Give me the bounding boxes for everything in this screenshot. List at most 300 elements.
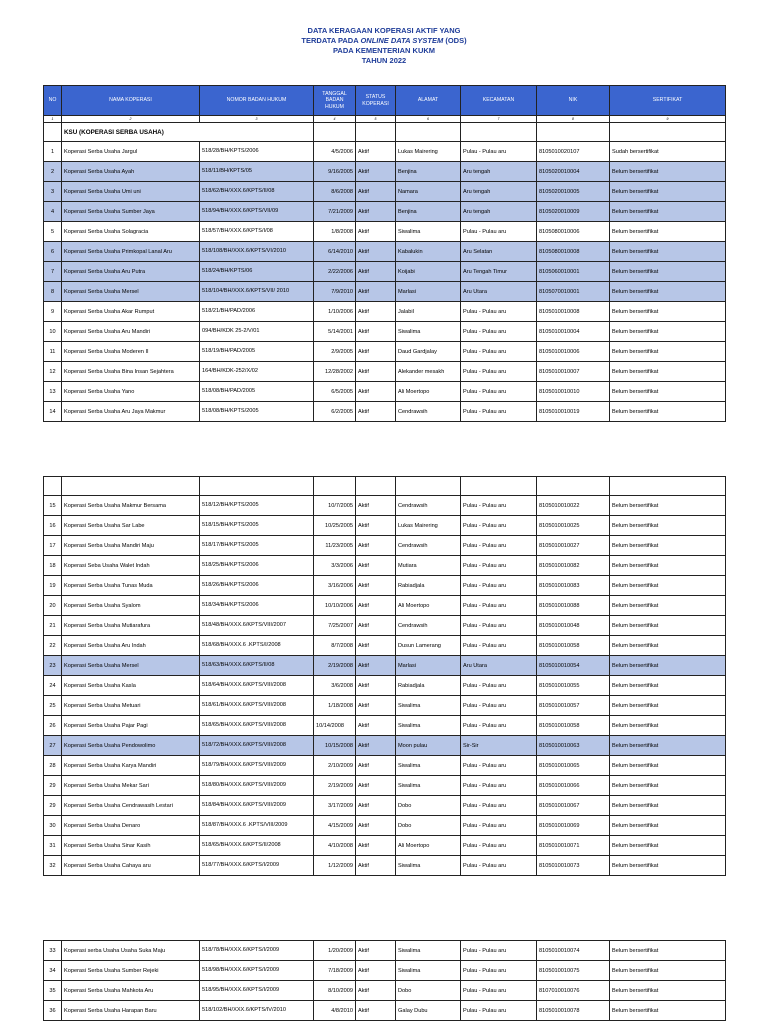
cell-no: 27 — [44, 736, 62, 756]
cell-no: 19 — [44, 576, 62, 596]
table-row — [44, 796, 726, 816]
cell-nik: 8105010010058 — [537, 636, 610, 656]
cell-nik: 8105010010010 — [537, 382, 610, 402]
cell-nomor-badan-hukum: 518/94/BH/XXX.6/KPTS/VII/09 — [200, 202, 314, 222]
cell-nomor-badan-hukum: 518/11/BH/KPTS/05 — [200, 162, 314, 182]
cell-no: 31 — [44, 836, 62, 856]
cell-nik: 8105010010057 — [537, 696, 610, 716]
cell-kecamatan: Pulau - Pulau aru — [461, 981, 537, 1001]
cell-nik: 8105010010004 — [537, 322, 610, 342]
cell-tanggal-badan-hukum: 9/16/2005 — [314, 162, 356, 182]
cell-status-koperasi: Aktif — [356, 322, 396, 342]
cell-nama-koperasi: Koperasi Serba Usaha Mersel — [62, 656, 200, 676]
cell-no: 11 — [44, 342, 62, 362]
table-row — [44, 516, 726, 536]
cell-status-koperasi: Aktif — [356, 496, 396, 516]
cell-nomor-badan-hukum: 518/64/BH/XXX.6/KPTS/VIII/2008 — [200, 676, 314, 696]
cell-tanggal-badan-hukum: 1/18/2008 — [314, 696, 356, 716]
cell-nomor-badan-hukum: 518/78/BH/XXX.6/KPTS/I/2009 — [200, 941, 314, 961]
cell-tanggal-badan-hukum: 2/22/2006 — [314, 262, 356, 282]
cell-nomor-badan-hukum: 518/26/BH/KPTS/2006 — [200, 576, 314, 596]
cell-tanggal-badan-hukum: 1/8/2008 — [314, 222, 356, 242]
table-row — [44, 636, 726, 656]
cell-sertifikat: Belum bersertifikat — [610, 382, 726, 402]
cell-nama-koperasi: Koperasi Serba Usaha Aru Putra — [62, 262, 200, 282]
cell-nomor-badan-hukum: 518/24/BH/KPTS/06 — [200, 262, 314, 282]
cell-status-koperasi: Aktif — [356, 981, 396, 1001]
cell-sertifikat: Belum bersertifikat — [610, 981, 726, 1001]
cell-nomor-badan-hukum: 518/21/BH/PAD/2006 — [200, 302, 314, 322]
cell-nik: 8105010020107 — [537, 142, 610, 162]
table-row — [44, 402, 726, 422]
cell-no: 6 — [44, 242, 62, 262]
cell-tanggal-badan-hukum: 7/9/2010 — [314, 282, 356, 302]
cell-tanggal-badan-hukum: 4/15/2009 — [314, 816, 356, 836]
cell-status-koperasi: Aktif — [356, 796, 396, 816]
table-row — [44, 162, 726, 182]
cell-alamat: Ali Moertopo — [396, 596, 461, 616]
table-row — [44, 282, 726, 302]
cell-nomor-badan-hukum: 518/61/BH/XXX.6/KPTS/VIII/2008 — [200, 696, 314, 716]
cell-kecamatan: Pulau - Pulau aru — [461, 816, 537, 836]
cell-nik: 8105010010058 — [537, 716, 610, 736]
cell-status-koperasi: Aktif — [356, 536, 396, 556]
cell-nama-koperasi: Koperasi Serba Usaha Pendowolimo — [62, 736, 200, 756]
cell-tanggal-badan-hukum: 10/25/2005 — [314, 516, 356, 536]
cell-nama-koperasi: Koperasi Serba Usaha Denaro — [62, 816, 200, 836]
cell-sertifikat: Belum bersertifikat — [610, 616, 726, 636]
cell-tanggal-badan-hukum: 7/25/2007 — [314, 616, 356, 636]
cell-alamat: Marlasi — [396, 282, 461, 302]
cell-tanggal-badan-hukum: 4/5/2006 — [314, 142, 356, 162]
cell-sertifikat: Sudah bersertifikat — [610, 142, 726, 162]
section-row — [44, 123, 726, 142]
cell-no: 20 — [44, 596, 62, 616]
cell-alamat: Siwalima — [396, 716, 461, 736]
cell-sertifikat: Belum bersertifikat — [610, 242, 726, 262]
cell-no: 2 — [44, 162, 62, 182]
cell-nomor-badan-hukum: 518/17/BH/KPTS/2005 — [200, 536, 314, 556]
cell-nik: 8107010010076 — [537, 981, 610, 1001]
cell-status-koperasi: Aktif — [356, 716, 396, 736]
table-row — [44, 536, 726, 556]
cell-tanggal-badan-hukum: 6/2/2005 — [314, 402, 356, 422]
cell-tanggal-badan-hukum: 8/7/2008 — [314, 636, 356, 656]
cell-kecamatan: Aru tengah — [461, 182, 537, 202]
cell-tanggal-badan-hukum: 4/8/2010 — [314, 1001, 356, 1021]
cell-nik: 8105010010066 — [537, 776, 610, 796]
cell-kecamatan: Aru Tengah Timur — [461, 262, 537, 282]
cell-alamat: Dobo — [396, 796, 461, 816]
cell-alamat: Lukas Mairering — [396, 516, 461, 536]
cell-kecamatan: Pulau - Pulau aru — [461, 576, 537, 596]
cell-sertifikat: Belum bersertifikat — [610, 302, 726, 322]
cell-status-koperasi: Aktif — [356, 816, 396, 836]
cell-sertifikat: Belum bersertifikat — [610, 941, 726, 961]
cell-tanggal-badan-hukum: 3/6/2008 — [314, 676, 356, 696]
cell-no: 7 — [44, 262, 62, 282]
cell-status-koperasi: Aktif — [356, 776, 396, 796]
cell-nama-koperasi: Koperasi Serba Usaha Umi uni — [62, 182, 200, 202]
cell-alamat: Siwalima — [396, 776, 461, 796]
cell-nama-koperasi: Koperasi Serba Usaha Akar Rumput — [62, 302, 200, 322]
cell-nama-koperasi: Koperasi Serba Usaha Bina Insan Sejahtera — [62, 362, 200, 382]
cell-sertifikat: Belum bersertifikat — [610, 496, 726, 516]
cell-kecamatan: Pulau - Pulau aru — [461, 676, 537, 696]
cell-status-koperasi: Aktif — [356, 342, 396, 362]
table-row — [44, 142, 726, 162]
cell-sertifikat: Belum bersertifikat — [610, 202, 726, 222]
blank-row — [44, 477, 726, 496]
cell-status-koperasi: Aktif — [356, 941, 396, 961]
cell-sertifikat: Belum bersertifikat — [610, 836, 726, 856]
cell-alamat: Lukas Mairering — [396, 142, 461, 162]
cell-tanggal-badan-hukum: 10/10/2006 — [314, 596, 356, 616]
cell-nik: 8105010010055 — [537, 676, 610, 696]
cell-status-koperasi: Aktif — [356, 262, 396, 282]
title-line-1: DATA KERAGAAN KOPERASI AKTIF YANG — [307, 26, 461, 35]
cell-sertifikat: Belum bersertifikat — [610, 1001, 726, 1021]
cell-tanggal-badan-hukum: 6/5/2005 — [314, 382, 356, 402]
cell-tanggal-badan-hukum: 2/10/2009 — [314, 756, 356, 776]
table-row — [44, 981, 726, 1001]
cell-alamat: Cendrawsih — [396, 536, 461, 556]
cell-kecamatan: Pulau - Pulau aru — [461, 142, 537, 162]
cell-nomor-badan-hukum: 518/65/BH/XXX.6/KPTS/VIII/2008 — [200, 716, 314, 736]
table-row — [44, 322, 726, 342]
cell-status-koperasi: Aktif — [356, 142, 396, 162]
table-row — [44, 756, 726, 776]
cell-no: 30 — [44, 816, 62, 836]
cell-status-koperasi: Aktif — [356, 961, 396, 981]
cell-alamat: Marlasi — [396, 656, 461, 676]
cell-no: 21 — [44, 616, 62, 636]
cell-tanggal-badan-hukum: 1/20/2009 — [314, 941, 356, 961]
cell-tanggal-badan-hukum: 5/14/2001 — [314, 322, 356, 342]
header-sertifikat: SERTIFIKAT — [610, 86, 726, 116]
cell-status-koperasi: Aktif — [356, 282, 396, 302]
cell-nik: 8105010010082 — [537, 556, 610, 576]
cell-nomor-badan-hukum: 518/28/BH/KPTS/2006 — [200, 142, 314, 162]
cell-tanggal-badan-hukum: 3/3/2006 — [314, 556, 356, 576]
cell-status-koperasi: Aktif — [356, 556, 396, 576]
cell-nama-koperasi: Koperasi Serba Usaha Cendrawasih Lestari — [62, 796, 200, 816]
cell-sertifikat: Belum bersertifikat — [610, 656, 726, 676]
cell-kecamatan: Pulau - Pulau aru — [461, 382, 537, 402]
cell-alamat: Jalabil — [396, 302, 461, 322]
table-row — [44, 616, 726, 636]
cell-no: 10 — [44, 322, 62, 342]
cell-nomor-badan-hukum: 518/08/BH/KPTS/2005 — [200, 402, 314, 422]
cell-no: 32 — [44, 856, 62, 876]
cell-nomor-badan-hukum: 518/80/BH/XXX.6/KPTS/VIII/2009 — [200, 776, 314, 796]
cell-no: 14 — [44, 402, 62, 422]
cell-nomor-badan-hukum: 518/48/BH/XXX.6/KPTS/VIII/2007 — [200, 616, 314, 636]
cell-kecamatan: Aru Selatan — [461, 242, 537, 262]
cell-tanggal-badan-hukum: 7/18/2009 — [314, 961, 356, 981]
cell-status-koperasi: Aktif — [356, 736, 396, 756]
table-row — [44, 676, 726, 696]
cell-status-koperasi: Aktif — [356, 382, 396, 402]
table-row — [44, 242, 726, 262]
table-row — [44, 202, 726, 222]
cell-kecamatan: Pulau - Pulau aru — [461, 836, 537, 856]
cell-no: 1 — [44, 142, 62, 162]
cell-nomor-badan-hukum: 094/BH/KDK 25-2/V/01 — [200, 322, 314, 342]
cell-alamat: Siwalima — [396, 696, 461, 716]
cell-nik: 8105010010022 — [537, 496, 610, 516]
cell-kecamatan: Pulau - Pulau aru — [461, 516, 537, 536]
cell-alamat: Namara — [396, 182, 461, 202]
cell-nik: 8105010010078 — [537, 1001, 610, 1021]
cell-nik: 8105080010008 — [537, 242, 610, 262]
cell-sertifikat: Belum bersertifikat — [610, 262, 726, 282]
table-row — [44, 302, 726, 322]
cell-nama-koperasi: Koperasi Serba Usaha Ayah — [62, 162, 200, 182]
cell-nomor-badan-hukum: 518/95/BH/XXX.6/KPTS/I/2009 — [200, 981, 314, 1001]
cell-kecamatan: Pulau - Pulau aru — [461, 941, 537, 961]
cell-nomor-badan-hukum: 518/08/BH/PAD/2005 — [200, 382, 314, 402]
cell-status-koperasi: Aktif — [356, 302, 396, 322]
cell-kecamatan: Pulau - Pulau aru — [461, 616, 537, 636]
cell-sertifikat: Belum bersertifikat — [610, 182, 726, 202]
cell-nomor-badan-hukum: 518/57/BH/XXX.6/KPTS/I/08 — [200, 222, 314, 242]
table-row — [44, 556, 726, 576]
cell-nama-koperasi: Koperasi Seba Usaha Walet Indah — [62, 556, 200, 576]
header-nama-koperasi: NAMA KOPERASI — [62, 86, 200, 116]
cell-no: 12 — [44, 362, 62, 382]
cell-tanggal-badan-hukum: 2/9/2005 — [314, 342, 356, 362]
cell-kecamatan: Pulau - Pulau aru — [461, 856, 537, 876]
cell-alamat: Alekander mesakh — [396, 362, 461, 382]
cell-tanggal-badan-hukum: 1/12/2009 — [314, 856, 356, 876]
cell-nomor-badan-hukum: 518/12/BH/KPTS/2005 — [200, 496, 314, 516]
cell-tanggal-badan-hukum: 6/14/2010 — [314, 242, 356, 262]
cell-status-koperasi: Aktif — [356, 242, 396, 262]
cell-tanggal-badan-hukum: 2/19/2008 — [314, 656, 356, 676]
cell-nik: 8105010010007 — [537, 362, 610, 382]
table-row — [44, 816, 726, 836]
cell-alamat: Siwalima — [396, 222, 461, 242]
cell-nama-koperasi: Koperasi Serba Usaha Metuari — [62, 696, 200, 716]
cell-nama-koperasi: Koperasi Serba Usaha Mandiri Maju — [62, 536, 200, 556]
cell-kecamatan: Aru Utara — [461, 282, 537, 302]
cell-no: 35 — [44, 981, 62, 1001]
cell-no: 18 — [44, 556, 62, 576]
cell-alamat: Siwalima — [396, 322, 461, 342]
cell-nama-koperasi: Koperasi Serba Usaha Syalom — [62, 596, 200, 616]
table-row — [44, 736, 726, 756]
cell-kecamatan: Pulau - Pulau aru — [461, 776, 537, 796]
cell-nomor-badan-hukum: 518/104/BH/XXX.6/KPTS/VII/ 2010 — [200, 282, 314, 302]
cooperative-table-part-3 — [43, 940, 726, 1021]
cell-kecamatan: Pulau - Pulau aru — [461, 302, 537, 322]
table-row — [44, 961, 726, 981]
cell-sertifikat: Belum bersertifikat — [610, 676, 726, 696]
cell-no: 34 — [44, 961, 62, 981]
cell-status-koperasi: Aktif — [356, 202, 396, 222]
cell-no: 33 — [44, 941, 62, 961]
cell-status-koperasi: Aktif — [356, 596, 396, 616]
cell-alamat: Cendrawsih — [396, 496, 461, 516]
cell-sertifikat: Belum bersertifikat — [610, 222, 726, 242]
cell-nik: 8105020010004 — [537, 162, 610, 182]
header-nik: NIK — [537, 86, 610, 116]
cell-no: 22 — [44, 636, 62, 656]
section-label: KSU (KOPERASI SERBA USAHA) — [62, 123, 314, 142]
cooperative-table-part-1 — [43, 85, 726, 422]
cell-no: 9 — [44, 302, 62, 322]
cell-nik: 8105010010075 — [537, 961, 610, 981]
cell-status-koperasi: Aktif — [356, 616, 396, 636]
cell-sertifikat: Belum bersertifikat — [610, 342, 726, 362]
cell-nomor-badan-hukum: 518/108/BH/XXX.6/KPTS/VI/2010 — [200, 242, 314, 262]
cell-kecamatan: Pulau - Pulau aru — [461, 536, 537, 556]
cell-status-koperasi: Aktif — [356, 756, 396, 776]
cell-alamat: Moon pulau — [396, 736, 461, 756]
cell-alamat: Koijabi — [396, 262, 461, 282]
cell-nomor-badan-hukum: 518/15/BH/KPTS/2005 — [200, 516, 314, 536]
cell-alamat: Siwalima — [396, 856, 461, 876]
cell-nomor-badan-hukum: 518/98/BH/XXX.6/KPTS/I/2009 — [200, 961, 314, 981]
cell-nik: 8105010010073 — [537, 856, 610, 876]
cell-nik: 8105010010088 — [537, 596, 610, 616]
cell-sertifikat: Belum bersertifikat — [610, 736, 726, 756]
cell-status-koperasi: Aktif — [356, 836, 396, 856]
document-title — [0, 26, 768, 66]
cell-sertifikat: Belum bersertifikat — [610, 696, 726, 716]
cell-status-koperasi: Aktif — [356, 656, 396, 676]
cell-nama-koperasi: Koperasi Serba Usaha Solagracia — [62, 222, 200, 242]
table-row — [44, 362, 726, 382]
cell-nomor-badan-hukum: 518/79/BH/XXX.6/KPTS/VIII/2009 — [200, 756, 314, 776]
cell-sertifikat: Belum bersertifikat — [610, 596, 726, 616]
cell-kecamatan: Pulau - Pulau aru — [461, 1001, 537, 1021]
cell-nomor-badan-hukum: 518/25/BH/KPTS/2006 — [200, 556, 314, 576]
cell-kecamatan: Pulau - Pulau aru — [461, 362, 537, 382]
cell-nama-koperasi: Koperasi Serba Usaha Jargul — [62, 142, 200, 162]
cell-nik: 8105010010048 — [537, 616, 610, 636]
cell-no: 16 — [44, 516, 62, 536]
cell-no: 8 — [44, 282, 62, 302]
cell-nik: 8105010010008 — [537, 302, 610, 322]
cell-kecamatan: Sir-Sir — [461, 736, 537, 756]
table-row — [44, 941, 726, 961]
header-status-koperasi: STATUS KOPERASI — [356, 86, 396, 116]
cell-nama-koperasi: Koperasi Serba Usaha Yano — [62, 382, 200, 402]
cell-no: 28 — [44, 756, 62, 776]
table-row — [44, 856, 726, 876]
cell-sertifikat: Belum bersertifikat — [610, 282, 726, 302]
header-tanggal-badan-hukum: TANGGAL BADAN HUKUM — [314, 86, 356, 116]
cell-nik: 8105010010019 — [537, 402, 610, 422]
cell-nik: 8105010010071 — [537, 836, 610, 856]
cell-nama-koperasi: Koperasi Serba Usaha Sumber Rejeki — [62, 961, 200, 981]
cooperative-table-part-2 — [43, 476, 726, 876]
cell-alamat: Rabiadjala — [396, 676, 461, 696]
cell-nomor-badan-hukum: 518/84/BH/XXX.6/KPTS/VIII/2009 — [200, 796, 314, 816]
cell-sertifikat: Belum bersertifikat — [610, 576, 726, 596]
cell-no: 29 — [44, 776, 62, 796]
cell-no: 3 — [44, 182, 62, 202]
cell-kecamatan: Pulau - Pulau aru — [461, 402, 537, 422]
cell-sertifikat: Belum bersertifikat — [610, 636, 726, 656]
cell-sertifikat: Belum bersertifikat — [610, 776, 726, 796]
cell-nik: 8105020010005 — [537, 182, 610, 202]
cell-tanggal-badan-hukum: 3/16/2006 — [314, 576, 356, 596]
cell-nomor-badan-hukum: 518/87/BH/XXX.6 .KPTS/VIII/2009 — [200, 816, 314, 836]
cell-sertifikat: Belum bersertifikat — [610, 796, 726, 816]
cell-status-koperasi: Aktif — [356, 516, 396, 536]
table-row — [44, 836, 726, 856]
table-row — [44, 342, 726, 362]
cell-status-koperasi: Aktif — [356, 856, 396, 876]
cell-alamat: Siwalima — [396, 961, 461, 981]
table-row — [44, 596, 726, 616]
header-kecamatan: KECAMATAN — [461, 86, 537, 116]
header-nomor-badan-hukum: NOMOR BADAN HUKUM — [200, 86, 314, 116]
cell-alamat: Siwalima — [396, 756, 461, 776]
cell-nama-koperasi: Koperasi Serba Usaha Harapan Baru — [62, 1001, 200, 1021]
cell-tanggal-badan-hukum: 2/19/2009 — [314, 776, 356, 796]
cell-kecamatan: Pulau - Pulau aru — [461, 756, 537, 776]
cell-tanggal-badan-hukum: 10/7/2005 — [314, 496, 356, 516]
cell-tanggal-badan-hukum: 4/10/2008 — [314, 836, 356, 856]
cell-nama-koperasi: Koperasi Serba Usaha Makmur Bersama — [62, 496, 200, 516]
table-row — [44, 1001, 726, 1021]
cell-nomor-badan-hukum: 518/19/BH/PAD/2005 — [200, 342, 314, 362]
cell-status-koperasi: Aktif — [356, 1001, 396, 1021]
cell-nik: 8105020010009 — [537, 202, 610, 222]
cell-nomor-badan-hukum: 518/34/BH/KPTS/2006 — [200, 596, 314, 616]
cell-tanggal-badan-hukum: 11/23/2005 — [314, 536, 356, 556]
cell-tanggal-badan-hukum: 12/28/2002 — [314, 362, 356, 382]
cell-nama-koperasi: Koperasi Serba Usaha Aru Indah — [62, 636, 200, 656]
cell-tanggal-badan-hukum: 1/10/2006 — [314, 302, 356, 322]
table-row — [44, 262, 726, 282]
title-line-3: PADA KEMENTERIAN KUKM — [332, 46, 436, 55]
cell-sertifikat: Belum bersertifikat — [610, 516, 726, 536]
cell-nik: 8105080010006 — [537, 222, 610, 242]
cell-nama-koperasi: Koperasi Serba Usaha Mahkota Aru — [62, 981, 200, 1001]
cell-alamat: Mutiara — [396, 556, 461, 576]
cell-tanggal-badan-hukum: 7/21/2009 — [314, 202, 356, 222]
cell-status-koperasi: Aktif — [356, 162, 396, 182]
cell-alamat: Rabiadjala — [396, 576, 461, 596]
cell-status-koperasi: Aktif — [356, 676, 396, 696]
cell-kecamatan: Aru Utara — [461, 656, 537, 676]
cell-nama-koperasi: Koperasi Serba Usaha Sinar Kasih — [62, 836, 200, 856]
cell-nama-koperasi: Koperasi Serba Usaha Sar Labe — [62, 516, 200, 536]
cell-tanggal-badan-hukum: 8/6/2008 — [314, 182, 356, 202]
cell-no: 4 — [44, 202, 62, 222]
cell-tanggal-badan-hukum: 8/10/2009 — [314, 981, 356, 1001]
cell-nama-koperasi: Koperasi serba Usaha Usaha Suka Maju — [62, 941, 200, 961]
cell-sertifikat: Belum bersertifikat — [610, 536, 726, 556]
cell-sertifikat: Belum bersertifikat — [610, 856, 726, 876]
cell-kecamatan: Pulau - Pulau aru — [461, 322, 537, 342]
cell-no: 29 — [44, 796, 62, 816]
cell-status-koperasi: Aktif — [356, 362, 396, 382]
column-number-row: 1 2 3 4 5 6 7 8 9 — [44, 116, 726, 123]
cell-nama-koperasi: Koperasi Serba Usaha Mutiarafura — [62, 616, 200, 636]
cell-kecamatan: Pulau - Pulau aru — [461, 961, 537, 981]
cell-nik: 8105070010001 — [537, 282, 610, 302]
cell-kecamatan: Pulau - Pulau aru — [461, 796, 537, 816]
cell-sertifikat: Belum bersertifikat — [610, 402, 726, 422]
cell-nik: 8105010010083 — [537, 576, 610, 596]
cell-no: 5 — [44, 222, 62, 242]
